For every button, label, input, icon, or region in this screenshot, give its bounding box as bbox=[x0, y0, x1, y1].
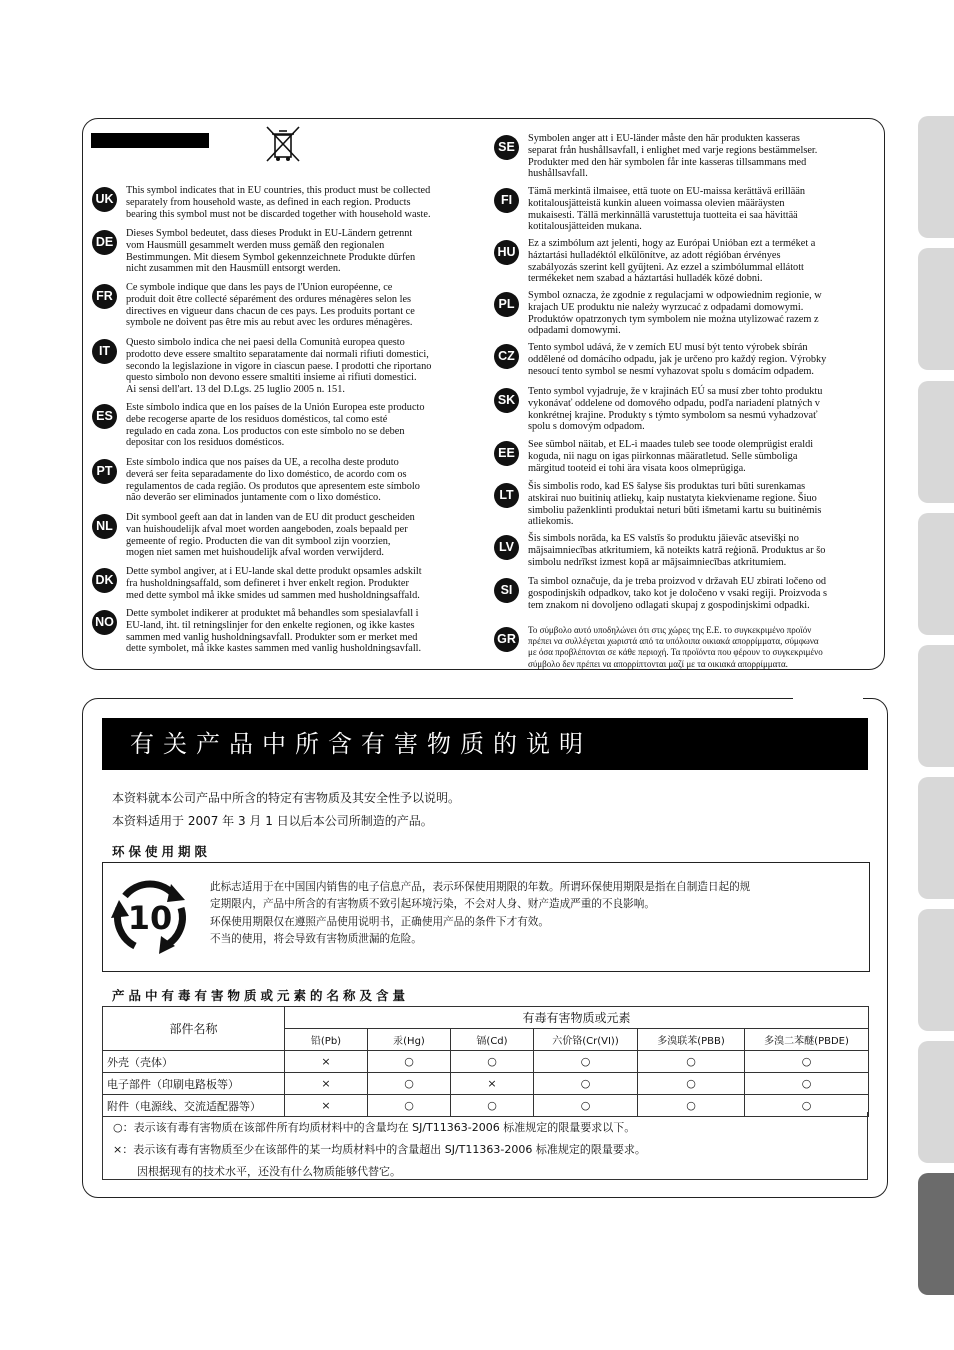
table-cell: ○ bbox=[745, 1051, 869, 1073]
table-cell: ○ bbox=[368, 1095, 451, 1117]
table-cell: ○ bbox=[451, 1095, 534, 1117]
row-name: 电子部件（印刷电路板等） bbox=[103, 1073, 285, 1095]
language-badge: EE bbox=[494, 441, 519, 466]
weee-text: Symbol oznacza, że zgodnie z regulacjami w odpowiednim regionie, w krajach UE produktu nie należy wyrzucać z odpadami domowymi. Produktów opatrzonych tym symbolem nie można utylizować razem z odpadami domowymi. bbox=[528, 290, 822, 337]
language-badge: ES bbox=[92, 404, 117, 429]
weee-text: Tento symbol udává, že v zemích EU musí být tento výrobek sbírán oddělené od domácího odpadu, jak je určeno pro každý region. Výrobky nesoucí tento symbol se nesmí vyhazovat spolu s domácím odpadem. bbox=[528, 342, 827, 377]
side-tab[interactable] bbox=[918, 381, 954, 503]
side-tab[interactable] bbox=[918, 645, 954, 767]
epup-line: 定期限内，产品中所含的有害物质不致引起环境污染，不会对人身、财产造成严重的不良影响。 bbox=[210, 898, 655, 911]
china-rohs-title: 有关产品中所含有害物质的说明 bbox=[102, 718, 868, 770]
weee-text: Ce symbole indique que dans les pays de l'Union européenne, ce produit doit être collecté séparément des ordures ménagères selon les directives en vigueur dans chacun de ces pays. Les produits portant ce symbole ne doivent pas être mis au rebut avec les ordures ménagères. bbox=[126, 282, 415, 329]
language-badge: LT bbox=[494, 483, 519, 508]
note-line: 因根据现有的技术水平，还没有什么物质能够代替它。 bbox=[137, 1165, 401, 1178]
weee-text: Este símbolo indica que en los países de la Unión Europea este producto debe recogerse aparte de los residuos domésticos, tal como esté regulado en cada zona. Los productos con este símbolo no se deben depositar con los residuos domésticos. bbox=[126, 402, 425, 449]
row-name: 外壳（壳体） bbox=[103, 1051, 285, 1073]
weee-text: Ta simbol označuje, da je treba proizvod v državah EU zbirati ločeno od gospodinjskih odpadkov, tako kot je določeno v vsaki regiji. Proizvoda s tem znakom ni dovoljeno odlagati skupaj z gospodinjskimi odpadki. bbox=[528, 576, 828, 611]
column-header: 镉(Cd) bbox=[451, 1029, 534, 1051]
language-badge: HU bbox=[494, 240, 519, 265]
weee-header-bar bbox=[91, 133, 209, 148]
epup-text bbox=[210, 879, 855, 949]
weee-text: Este símbolo indica que nos países da UE, a recolha deste produto deverá ser feita separadamente do lixo doméstico, de acordo com os regulamentos de cada região. Os produtos que apresentem este símbolo não deverão ser eliminados juntamente com o lixo doméstico. bbox=[126, 457, 420, 504]
column-header: 多溴联苯(PBB) bbox=[638, 1029, 745, 1051]
note-line: ○：表示该有毒有害物质在该部件所有均质材料中的含量均在 SJ/T11363-2006 标准规定的限量要求以下。 bbox=[113, 1121, 636, 1134]
weee-text: Dit symbool geeft aan dat in landen van de EU dit product gescheiden van huishoudelijk afval moet worden aangeboden, zoals bepaald per gemeente of regio. Producten die van dit symbool zijn voorzien, mogen niet samen met huishoudelijk afval worden verwijderd. bbox=[126, 512, 415, 559]
language-badge: SK bbox=[494, 388, 519, 413]
side-tab[interactable] bbox=[918, 513, 954, 635]
language-badge: SI bbox=[494, 578, 519, 603]
table-cell: ○ bbox=[534, 1095, 638, 1117]
side-tab[interactable] bbox=[918, 1041, 954, 1163]
weee-text: Šis simbolis rodo, kad ES šalyse šis produktas turi būti surenkamas atskirai nuo buitinių atliekų, kaip nustatyta kiekviename regione. Šiuo simboliu paženklinti produktai neturi būti išmetami kartu su buitinėmis atliekomis. bbox=[528, 481, 822, 528]
part-name-header: 部件名称 bbox=[103, 1007, 285, 1051]
weee-text: Tämä merkintä ilmaisee, että tuote on EU-maissa kerättävä erillään kotitalousjätteistä kunkin alueen voimassa olevien määräysten mukaisesti. Tällä merkinnällä varustettuja tuotteita ei saa hävittää kotitalousjätteiden mukana. bbox=[528, 186, 806, 233]
column-header: 多溴二苯醚(PBDE) bbox=[745, 1029, 869, 1051]
table-cell: ○ bbox=[451, 1051, 534, 1073]
language-badge: IT bbox=[92, 339, 117, 364]
weee-text: Dette symbol angiver, at i EU-lande skal dette produkt opsamles adskilt fra husholdningsaffald, som defineret i hver enkelt region. Produkter med dette symbol må ikke smides ud sammen med husholdningsaffald. bbox=[126, 566, 422, 601]
side-tab[interactable] bbox=[918, 116, 954, 238]
table-cell: × bbox=[451, 1073, 534, 1095]
weee-text: Questo simbolo indica che nei paesi della Comunità europea questo prodotto deve essere smaltito separatamente dai normali rifiuti domestici, secondo la legislazione in vigore in ciascun paese. I prodotti che riportano questo simbolo non devono essere smaltiti insieme ai rifiuti domestici. Ai sensi dell'art. 13 del D.Lgs. 25 luglio 2005 n. 151. bbox=[126, 337, 432, 396]
box-border-gap bbox=[793, 694, 863, 702]
language-badge: LV bbox=[494, 535, 519, 560]
weee-text: Το σύμβολο αυτό υποδηλώνει ότι στις χώρες της Ε.Ε. το συγκεκριμένο προϊόν πρέπει να συλλέγεται χωριστά από τα υπόλοιπα οικιακά απορρίμματα, σύμφωνα με όσα προβλέπονται σε κάθε περιοχή. Τα προϊόντα που φέρουν το συγκεκριμένο σύμβολο δεν πρέπει να απορρίπτονται μαζί με τα οικιακά απορρίμματα. bbox=[528, 625, 823, 669]
table-cell: ○ bbox=[368, 1073, 451, 1095]
language-badge: FR bbox=[92, 284, 117, 309]
side-tab[interactable] bbox=[918, 777, 954, 899]
table-cell: ○ bbox=[638, 1095, 745, 1117]
hazardous-substance-table bbox=[102, 1006, 869, 1117]
epup-line: 环保使用期限仅在遵照产品使用说明书，正确使用产品的条件下才有效。 bbox=[210, 915, 549, 928]
language-badge: NL bbox=[92, 514, 117, 539]
weee-text: This symbol indicates that in EU countries, this product must be collected separately from household waste, as defined in each region. Products bearing this symbol must not be discarded together with household waste. bbox=[126, 185, 431, 220]
epup-line: 不当的使用，将会导致有害物质泄漏的危险。 bbox=[210, 933, 422, 946]
table-cell: ○ bbox=[745, 1073, 869, 1095]
column-header: 六价铬(Cr(VI)) bbox=[534, 1029, 638, 1051]
side-tab[interactable] bbox=[918, 909, 954, 1031]
language-badge: NO bbox=[92, 610, 117, 635]
language-badge: PL bbox=[494, 292, 519, 317]
language-badge: FI bbox=[494, 188, 519, 213]
table-row bbox=[103, 1073, 869, 1095]
weee-text: Dieses Symbol bedeutet, dass dieses Produkt in EU-Ländern getrennt vom Hausmüll gesammelt werden muss gemäß den regionalen Bestimmungen. Mit diesem Symbol gekennzeichnete Produkte dürfen nicht zusammen mit den Hausmüll entsorgt werden. bbox=[126, 228, 416, 275]
epup-heading: 环保使用期限 bbox=[112, 844, 212, 859]
column-header: 汞(Hg) bbox=[368, 1029, 451, 1051]
language-badge: DK bbox=[92, 568, 117, 593]
weee-text: Šis simbols norāda, ka ES valstīs šo produktu jāievāc atsevišķi no mājsaimniecības atkritumiem, kā noteikts katrā reģionā. Produktus ar šo simbolu nedrīkst izmest kopā ar mājsaimniecības atkritumiem. bbox=[528, 533, 826, 568]
side-tab[interactable] bbox=[918, 248, 954, 370]
side-tab-active[interactable] bbox=[918, 1173, 954, 1295]
table-cell: ○ bbox=[745, 1095, 869, 1117]
language-badge: CZ bbox=[494, 344, 519, 369]
table-row bbox=[103, 1051, 869, 1073]
table-cell: × bbox=[285, 1051, 368, 1073]
table-cell: ○ bbox=[638, 1073, 745, 1095]
row-name: 附件（电源线、交流适配器等） bbox=[103, 1095, 285, 1117]
table-cell: ○ bbox=[368, 1051, 451, 1073]
substance-group-header: 有毒有害物质或元素 bbox=[285, 1007, 869, 1029]
weee-text: Dette symbolet indikerer at produktet må behandles som spesialavfall i EU-land, iht. til retningslinjer for den enkelte regionen, og ikke kastes sammen med vanlig husholdningsavfall. Produkter som er merket med dette symbolet, må ikke kastes sammen med vanlig husholdningsavfall. bbox=[126, 608, 422, 655]
table-cell: ○ bbox=[534, 1051, 638, 1073]
table-cell: ○ bbox=[638, 1051, 745, 1073]
language-badge: DE bbox=[92, 230, 117, 255]
crossed-bin-icon bbox=[264, 124, 302, 164]
epup-logo-number: 10 bbox=[127, 899, 173, 937]
hazardous-table-heading: 产品中有毒有害物质或元素的名称及含量 bbox=[112, 988, 410, 1003]
column-header: 铅(Pb) bbox=[285, 1029, 368, 1051]
language-badge: PT bbox=[92, 459, 117, 484]
weee-text: Symbolen anger att i EU-länder måste den här produkten kasseras separat från hushållsavfall, i enlighet med varje regions bestämmelser. Produkter med den här symbolen får inte kasseras tillsammans med hushållsavfall. bbox=[528, 133, 818, 180]
language-badge: UK bbox=[92, 187, 117, 212]
intro-line-2: 本资料适用于 2007 年 3 月 1 日以后本公司所制造的产品。 bbox=[112, 814, 433, 828]
language-badge: GR bbox=[494, 627, 519, 652]
epup-10-year-logo-icon bbox=[105, 874, 195, 960]
table-cell: × bbox=[285, 1095, 368, 1117]
weee-text: Tento symbol vyjadruje, že v krajinách EÚ sa musí zber tohto produktu vykonávať oddelene od domového odpadu, podľa nariadení platných v konkrétnej krajine. Produkty s týmto symbolom sa nesmú vyhadzovať spolu s domovým odpadom. bbox=[528, 386, 823, 433]
note-line: ×：表示该有毒有害物质至少在该部件的某一均质材料中的含量超出 SJ/T11363-2006 标准规定的限量要求。 bbox=[113, 1143, 646, 1156]
weee-text: See sümbol näitab, et EL-i maades tuleb see toode olemprügist eraldi koguda, nii nagu on igas piirkonnas määratletud. Selle sümboliga märgitud tooteid ei tohi ära visata koos olmeprügiga. bbox=[528, 439, 814, 474]
language-badge: SE bbox=[494, 135, 519, 160]
intro-line-1: 本资料就本公司产品中所含的特定有害物质及其安全性予以说明。 bbox=[112, 791, 461, 805]
weee-text: Ez a szimbólum azt jelenti, hogy az Európai Unióban ezt a terméket a háztartási hulladéktól elkülönítve, az adott régióban érvényes szabályozás szerint kell gyűjteni. Az ezzel a szimbólummal ellátott termékeket nem szabad a háztartási hulladék közé dobni. bbox=[528, 238, 816, 285]
table-notes bbox=[102, 1112, 868, 1180]
table-cell: ○ bbox=[534, 1073, 638, 1095]
epup-line: 此标志适用于在中国国内销售的电子信息产品，表示环保使用期限的年数。所谓环保使用期限是指在自制造日起的规 bbox=[210, 881, 751, 893]
table-cell: × bbox=[285, 1073, 368, 1095]
